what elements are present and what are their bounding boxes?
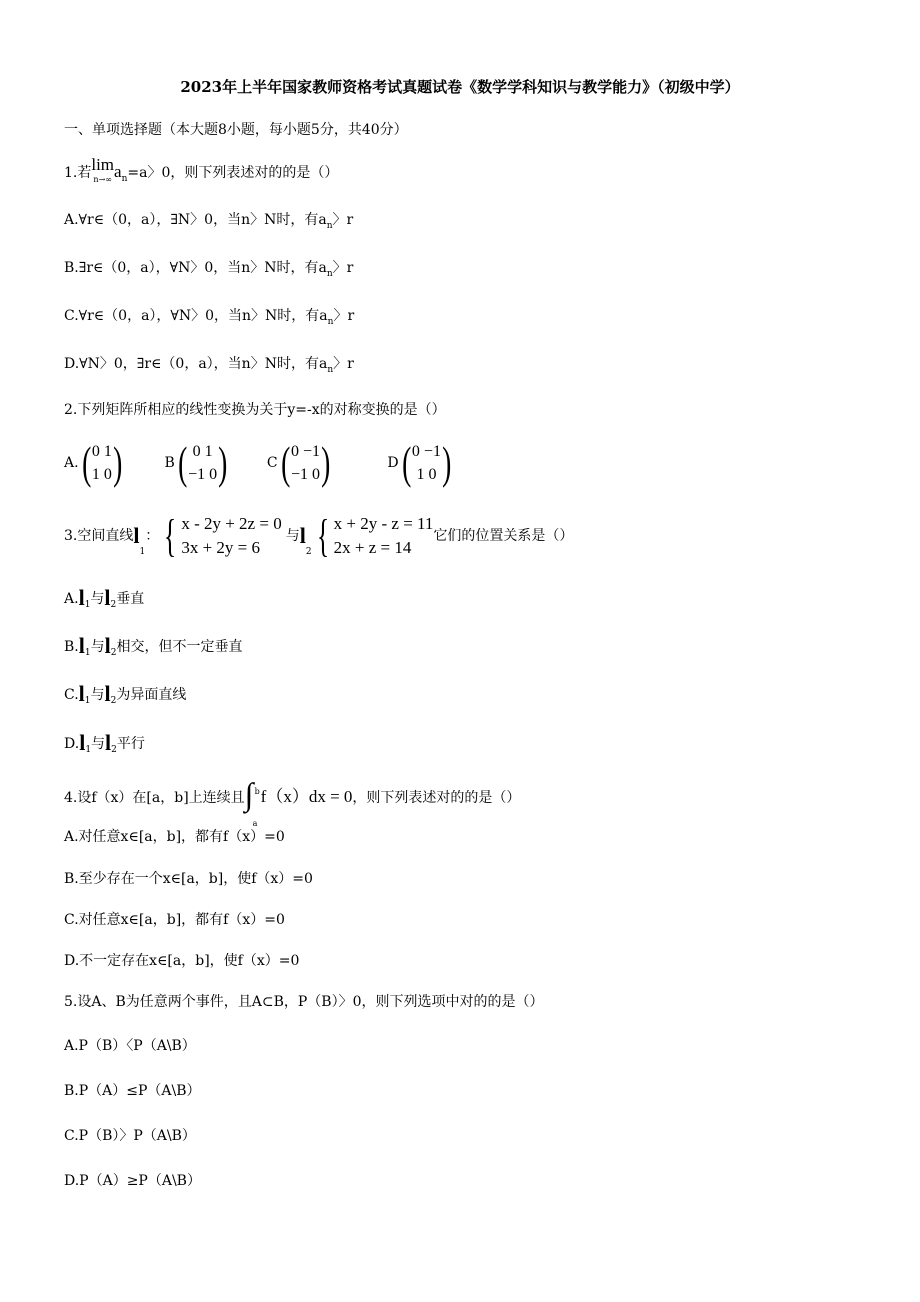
matrix-a-row2: 1 0	[91, 466, 112, 483]
question-2-stem: 2.下列矩阵所相应的线性变换为关于y=-x的对称变换的是（）	[64, 402, 446, 418]
line-l1-letter: l	[133, 523, 140, 548]
q1-option-d	[64, 354, 354, 380]
q2-option-a	[64, 437, 160, 488]
q2-option-d	[387, 437, 483, 488]
q1-option-d-text: D.∀N〉0，∃r∈（0，a），当n〉N时，有a	[64, 356, 328, 372]
q1-option-c-post: 〉r	[333, 308, 355, 324]
matrix-d: ( 0 −1 1 0 )	[401, 437, 452, 488]
integral-sign	[244, 776, 261, 828]
line-l2-letter: l	[299, 523, 306, 548]
q4-option-b: B.至少存在一个x∈[a，b]，使f（x）=0	[64, 871, 313, 887]
matrix-b-row2: −1 0	[188, 466, 218, 483]
q2-option-d-label: D	[387, 455, 399, 471]
q4-option-c: C.对任意x∈[a，b]，都有f（x）=0	[64, 912, 285, 928]
system-2-brace: {	[316, 510, 329, 561]
matrix-c: ( 0 −1 −1 0 )	[280, 437, 331, 488]
q1-option-d-post: 〉r	[333, 356, 354, 372]
q3-b-and: 与	[90, 639, 105, 655]
q1-option-c-sub: n	[327, 316, 334, 327]
q2-option-b-label: B	[164, 455, 175, 471]
q1-option-a-sub: n	[326, 220, 333, 231]
q1-option-a-post: 〉r	[332, 212, 354, 228]
system-2-eq2: 2x + z = 14	[333, 538, 412, 557]
q3-prefix: 3.空间直线	[64, 528, 134, 544]
q2-option-c	[266, 437, 383, 488]
q3-option-a-label: A.	[64, 591, 79, 607]
q3-c-l1-sub: 1	[84, 695, 91, 706]
system-2	[334, 512, 434, 560]
page-title: 2023年上半年国家教师资格考试真题试卷《数学学科知识与教学能力》（初级中学）	[180, 78, 740, 96]
q3-b-l2: l	[104, 633, 111, 658]
q1-option-b-sub: n	[326, 268, 333, 279]
system-1-eq2: 3x + 2y = 6	[181, 538, 260, 557]
q4-rest: ，则下列表述对的的是（）	[352, 790, 521, 806]
q3-d-l2: l	[105, 730, 112, 755]
question-4-stem	[64, 776, 521, 828]
q3-d-and: 与	[91, 736, 106, 752]
q1-rest: =a〉0，则下列表述对的的是（）	[127, 165, 339, 181]
section-heading: 一、单项选择题（本大题8小题，每小题5分，共40分）	[64, 122, 408, 138]
question-5-stem: 5.设A、B为任意两个事件，且A⊂B，P（B）〉0，则下列选项中对的的是（）	[64, 994, 544, 1010]
q4-integrand: f（x）dx = 0	[260, 787, 353, 806]
q1-option-c	[64, 306, 354, 332]
q5-option-c: C.P（B）〉P（A\B）	[64, 1128, 196, 1144]
q3-option-b	[64, 633, 243, 663]
q1-sequence-a: a	[114, 162, 122, 181]
q1-option-a-text: A.∀r∈（0，a），∃N〉0，当n〉N时，有a	[64, 212, 327, 228]
q5-option-d: D.P（A）≥P（A\B）	[64, 1173, 201, 1189]
q3-c-l2: l	[104, 681, 111, 706]
q3-option-c	[64, 681, 187, 711]
q4-prefix: 4.设f（x）在[a，b]上连续且	[64, 790, 245, 806]
q3-d-l1: l	[79, 730, 86, 755]
integral-symbol: ∫	[244, 776, 254, 812]
q1-prefix: 1.若	[64, 165, 92, 181]
q1-option-b-text: B.∃r∈（0，a），∀N〉0，当n〉N时，有a	[64, 260, 327, 276]
line-l2-sub: 2	[305, 547, 312, 557]
q3-d-l2-sub: 2	[111, 744, 117, 755]
q3-option-b-text: 相交，但不一定垂直	[116, 639, 243, 655]
q3-b-l1: l	[78, 633, 85, 658]
q1-option-d-sub: n	[327, 364, 334, 375]
q3-rest: 它们的位置关系是（）	[433, 528, 574, 544]
q3-a-l1-sub: 1	[84, 599, 91, 610]
line-l1-sub: 1	[139, 547, 146, 557]
q3-d-l1-sub: 1	[85, 744, 92, 755]
matrix-a-row1: 0 1	[91, 443, 112, 460]
q1-sequence-n: n	[121, 173, 128, 184]
matrix-b: ( 0 1 −1 0 )	[177, 437, 228, 488]
q4-option-a: A.对任意x∈[a，b]，都有f（x）=0	[64, 829, 285, 845]
system-1-eq1: x - 2y + 2z = 0	[181, 514, 282, 533]
matrix-d-row1: 0 −1	[411, 443, 441, 460]
q3-a-and: 与	[90, 591, 105, 607]
q2-options	[64, 437, 483, 492]
question-3-stem	[64, 512, 573, 564]
q3-option-d-label: D.	[64, 736, 80, 752]
system-1-brace: {	[164, 510, 177, 561]
system-2-eq1: x + 2y - z = 11	[333, 514, 434, 533]
q3-c-l1: l	[78, 681, 85, 706]
integral-upper-bound: b	[254, 787, 260, 796]
q1-option-a	[64, 210, 353, 236]
system-1	[181, 512, 281, 560]
q2-option-c-label: C	[266, 455, 278, 471]
q1-option-b-post: 〉r	[332, 260, 354, 276]
lim-subscript: n→∞	[93, 175, 112, 184]
q3-c-l2-sub: 2	[110, 695, 117, 706]
q3-option-b-label: B.	[64, 639, 79, 655]
q2-option-a-label: A.	[64, 455, 79, 471]
q3-a-l2: l	[104, 585, 111, 610]
matrix-b-row1: 0 1	[192, 443, 213, 460]
q3-option-c-label: C.	[64, 687, 79, 703]
matrix-c-row1: 0 −1	[290, 443, 320, 460]
q3-a-l1: l	[78, 585, 85, 610]
q3-and: 与	[285, 528, 300, 544]
q3-b-l2-sub: 2	[110, 647, 117, 658]
q5-option-b: B.P（A）≤P（A\B）	[64, 1083, 201, 1099]
q3-option-a	[64, 585, 145, 615]
q5-option-a: A.P（B）〈P（A\B）	[64, 1038, 196, 1054]
q3-option-d-text: 平行	[116, 736, 145, 752]
q3-c-and: 与	[90, 687, 105, 703]
integral-lower-bound: a	[252, 819, 258, 828]
q3-a-l2-sub: 2	[110, 599, 117, 610]
matrix-c-row2: −1 0	[290, 466, 320, 483]
q4-option-d: D.不一定存在x∈[a，b]，使f（x）=0	[64, 953, 300, 969]
q3-b-l1-sub: 1	[84, 647, 91, 658]
q1-option-c-text: C.∀r∈（0，a），∀N〉0，当n〉N时，有a	[64, 308, 328, 324]
matrix-d-row2: 1 0	[416, 466, 437, 483]
question-1-stem	[64, 155, 339, 189]
matrix-a: ( 0 1 1 0 )	[81, 437, 123, 488]
q3-option-d	[64, 730, 145, 760]
q1-option-b	[64, 258, 353, 284]
lim-symbol: lim	[91, 155, 115, 174]
q3-option-a-text: 垂直	[116, 591, 145, 607]
limit-expression	[91, 156, 114, 186]
q2-option-b	[164, 437, 262, 488]
q3-colon: ：	[145, 528, 160, 544]
q3-option-c-text: 为异面直线	[116, 687, 187, 703]
